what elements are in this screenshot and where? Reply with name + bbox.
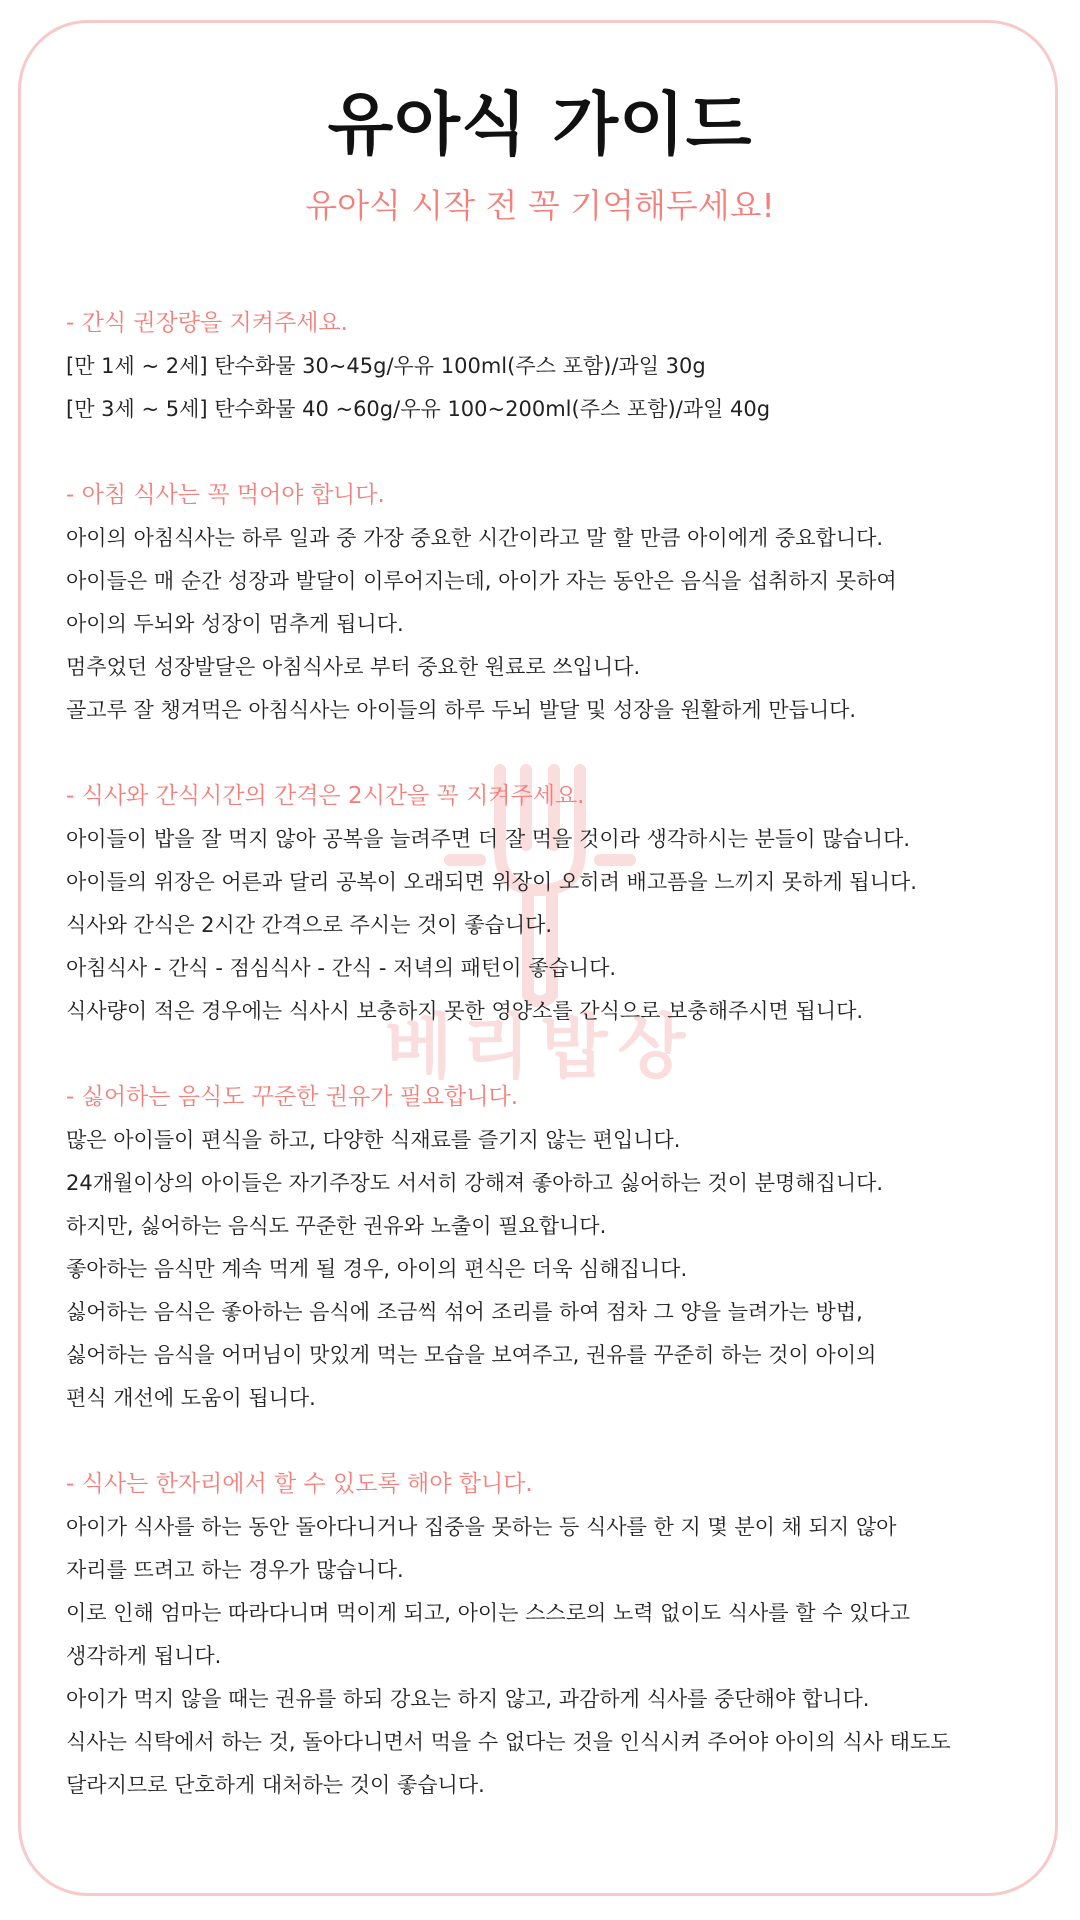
- section-line: 아이의 아침식사는 하루 일과 중 가장 중요한 시간이라고 말 할 만큼 아이에게 중요합니다.: [66, 526, 884, 550]
- section-line: 아이가 식사를 하는 동안 돌아다니거나 집중을 못하는 등 식사를 한 지 몇 분이 채 되지 않아: [66, 1515, 897, 1539]
- section-line: 편식 개선에 도움이 됩니다.: [66, 1386, 316, 1410]
- watermark-brand-text: 베리밥상: [384, 1006, 696, 1088]
- section-line: 식사량이 적은 경우에는 식사시 보충하지 못한 영양소를 간식으로 보충해주시면 됩니다.: [66, 999, 864, 1023]
- section-line: [만 3세 ~ 5세] 탄수화물 40 ~60g/우유 100~200ml(주스 포함)/과일 40g: [66, 397, 771, 421]
- section-line: 식사와 간식은 2시간 간격으로 주시는 것이 좋습니다.: [66, 913, 553, 937]
- section-snack-amount: [66, 302, 1026, 431]
- section-line: 멈추었던 성장발달은 아침식사로 부터 중요한 원료로 쓰입니다.: [66, 655, 641, 679]
- section-line: 자리를 뜨려고 하는 경우가 많습니다.: [66, 1558, 404, 1582]
- section-heading: - 싫어하는 음식도 꾸준한 권유가 필요합니다.: [66, 1084, 519, 1110]
- section-heading: - 아침 식사는 꼭 먹어야 합니다.: [66, 482, 385, 508]
- page-title: 유아식 가이드: [327, 86, 753, 165]
- section-heading: - 식사와 간식시간의 간격은 2시간을 꼭 지켜주세요.: [66, 783, 585, 809]
- section-meal-interval: [66, 775, 1026, 1033]
- section-line: 싫어하는 음식은 좋아하는 음식에 조금씩 섞어 조리를 하여 점차 그 양을 늘려가는 방법,: [66, 1300, 863, 1324]
- section-line: 좋아하는 음식만 계속 먹게 될 경우, 아이의 편식은 더욱 심해집니다.: [66, 1257, 688, 1281]
- section-line: 이로 인해 엄마는 따라다니며 먹이게 되고, 아이는 스스로의 노력 없이도 식사를 할 수 있다고: [66, 1601, 911, 1625]
- section-line: [만 1세 ~ 2세] 탄수화물 30~45g/우유 100ml(주스 포함)/과일 30g: [66, 354, 706, 378]
- section-line: 하지만, 싫어하는 음식도 꾸준한 권유와 노출이 필요합니다.: [66, 1214, 607, 1238]
- section-line: 아이가 먹지 않을 때는 권유를 하되 강요는 하지 않고, 과감하게 식사를 중단해야 합니다.: [66, 1687, 870, 1711]
- section-line: 아이의 두뇌와 성장이 멈추게 됩니다.: [66, 612, 404, 636]
- section-one-seat: [66, 1463, 1026, 1807]
- section-line: 아침식사 - 간식 - 점심식사 - 간식 - 저녁의 패턴이 좋습니다.: [66, 956, 617, 980]
- section-breakfast: [66, 474, 1026, 732]
- section-line: 달라지므로 단호하게 대처하는 것이 좋습니다.: [66, 1773, 485, 1797]
- section-line: 생각하게 됩니다.: [66, 1644, 222, 1668]
- section-heading: - 간식 권장량을 지켜주세요.: [66, 310, 348, 336]
- section-line: 식사는 식탁에서 하는 것, 돌아다니면서 먹을 수 없다는 것을 인식시켜 주어야 아이의 식사 태도도: [66, 1730, 951, 1754]
- section-line: 아이들이 밥을 잘 먹지 않아 공복을 늘려주면 더 잘 먹을 것이라 생각하시는 분들이 많습니다.: [66, 827, 911, 851]
- page-subtitle: 유아식 시작 전 꼭 기억해두세요!: [305, 186, 775, 225]
- section-line: 아이들은 매 순간 성장과 발달이 이루어지는데, 아이가 자는 동안은 음식을 섭취하지 못하여: [66, 569, 897, 593]
- guide-content: [66, 302, 1026, 1850]
- section-line: 많은 아이들이 편식을 하고, 다양한 식재료를 즐기지 않는 편입니다.: [66, 1128, 681, 1152]
- section-line: 골고루 잘 챙겨먹은 아침식사는 아이들의 하루 두뇌 발달 및 성장을 원활하게 만듭니다.: [66, 698, 857, 722]
- section-heading: - 식사는 한자리에서 할 수 있도록 해야 합니다.: [66, 1471, 533, 1497]
- section-line: 싫어하는 음식을 어머님이 맛있게 먹는 모습을 보여주고, 권유를 꾸준히 하는 것이 아이의: [66, 1343, 877, 1367]
- section-line: 아이들의 위장은 어른과 달리 공복이 오래되면 위장이 오히려 배고픔을 느끼지 못하게 됩니다.: [66, 870, 917, 894]
- section-disliked-food: [66, 1076, 1026, 1420]
- section-line: 24개월이상의 아이들은 자기주장도 서서히 강해져 좋아하고 싫어하는 것이 분명해집니다.: [66, 1171, 884, 1195]
